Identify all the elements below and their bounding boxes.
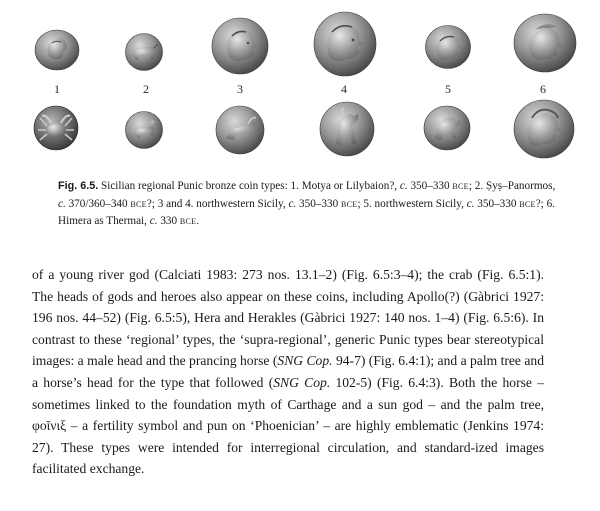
caption-text-3: ?; 3 and 4. northwestern Sicily, xyxy=(146,197,289,210)
coin-2-reverse-image xyxy=(124,110,164,150)
coin-2-obverse-image xyxy=(124,32,164,72)
caption-circa-3: c. xyxy=(288,197,297,210)
coin-3-reverse-image xyxy=(214,104,266,156)
coin-4-obverse-image xyxy=(312,10,378,78)
caption-era-3: bce xyxy=(340,197,358,210)
caption-date-5: 330 xyxy=(157,215,180,227)
caption-date-1: 350–330 xyxy=(407,180,453,192)
coin-1-obverse-image xyxy=(34,28,80,72)
figure-caption xyxy=(58,178,558,231)
caption-text-6: . xyxy=(196,215,200,227)
body-text-2: 94-7) (Fig. 6.4:1); and a palm tree and a horse’s head for the type that followed ( xyxy=(32,353,544,390)
coin-1-reverse-image xyxy=(32,104,80,152)
caption-date-2: 370/360–340 xyxy=(65,197,131,210)
caption-circa-1: c. xyxy=(399,180,408,192)
coin-1-number: 1 xyxy=(54,82,60,96)
caption-circa-4: c. xyxy=(466,197,475,210)
caption-text-5: ?; 6. Himera as Thermai, xyxy=(58,197,555,227)
citation-sng-cop-2: SNG Cop. xyxy=(273,374,331,390)
figure-label: Fig. 6.5. xyxy=(58,180,99,192)
coin-2-number: 2 xyxy=(143,82,149,96)
caption-date-3: 350–330 xyxy=(296,197,341,210)
coin-6-number: 6 xyxy=(540,82,546,96)
caption-text-1: Sicilian regional Punic bronze coin types: 1. Motya or Lilybaion?, xyxy=(98,180,400,192)
caption-text-4: ; 5. northwestern Sicily, xyxy=(357,197,467,210)
coin-3-number: 3 xyxy=(237,82,243,96)
body-text-3: 102-5) (Fig. 6.4:3). Both the horse – sometimes linked to the foundation myth of Carthage and a sun god – and the palm tree, φοῖνιξ – a fertility symbol and pun on ‘Phoenician’ – are highly emblematic (Jenkins 1974: 27). These types were intended for interregional circulation, and standard-ized images facilitated exchange. xyxy=(32,374,544,477)
coin-4-number: 4 xyxy=(341,82,347,96)
coin-5-reverse-image xyxy=(422,104,472,152)
caption-circa-5: c. xyxy=(149,215,158,227)
coin-6-reverse-image xyxy=(512,98,576,160)
paragraph xyxy=(32,264,544,480)
caption-date-4: 350–330 xyxy=(474,197,520,210)
body-paragraph xyxy=(32,264,544,480)
caption-era-4: bce xyxy=(519,197,536,210)
coin-4-reverse-image xyxy=(318,100,376,158)
caption-era-5: bce xyxy=(179,215,197,227)
caption-era-1: bce xyxy=(452,180,469,192)
caption-era-2: bce xyxy=(130,197,147,210)
citation-sng-cop-1: SNG Cop. xyxy=(277,353,333,369)
coin-5-obverse-image xyxy=(424,24,472,70)
caption-text-2: ; 2. Ṣyṣ–Panormos, xyxy=(468,180,556,192)
coin-6-obverse-image xyxy=(512,12,578,74)
body-text-1: of a young river god (Calciati 1983: 273 nos. 13.1–2) (Fig. 6.5:3–4); the crab (Fig. 6.5:1). The heads of gods and heroes also appear on these coins, including Apollo(?) (Gàbrici 1927: 196 nos. 44–52) (Fig. 6.5:5), Hera and Herakles (Gàbrici 1927: 140 nos. 1–4) (Fig. 6.5:6). In contrast to these ‘regional’ types, the ‘supra-regional’, generic Punic types bear stereotypical images: a male head and the prancing horse ( xyxy=(32,267,544,369)
coin-3-obverse-image xyxy=(210,16,270,76)
caption-circa-2: c. xyxy=(58,197,66,210)
coin-5-number: 5 xyxy=(445,82,451,96)
coin-plate xyxy=(0,0,600,178)
